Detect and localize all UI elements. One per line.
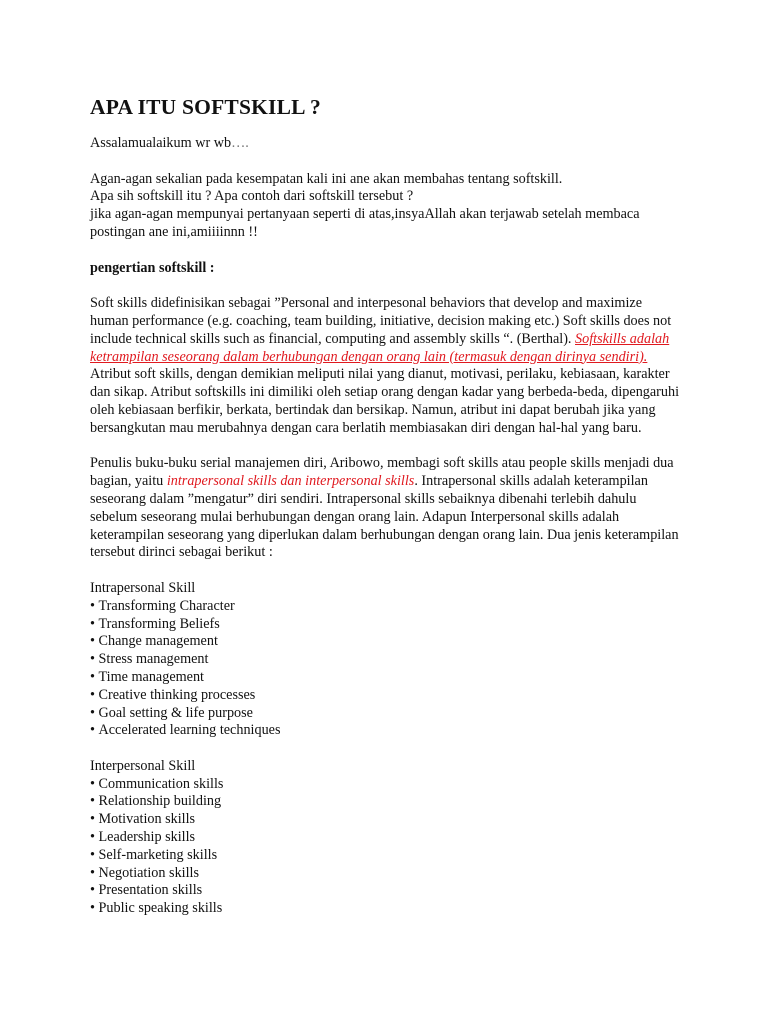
intrapersonal-list: [90, 598, 680, 740]
list-item: • Goal setting & life purpose: [90, 705, 680, 723]
greeting-ellipsis: ….: [231, 135, 249, 151]
aribowo-paragraph: [90, 455, 680, 562]
aribowo-text-2: . Intrapersonal skills adalah keterampilan seseorang dalam ”mengatur” diri sendiri. Intrapersonal skills sebaiknya dibenahi terlebih dahulu sebelum seseorang mulai berhubungan dengan orang lain. Adapun Interpersonal skills adalah keterampilan seseorang yang diperlukan dalam berhubungan dengan orang lain. Dua jenis keterampilan tersebut dirinci sebagai berikut :: [90, 473, 679, 561]
interpersonal-list: [90, 776, 680, 918]
list-item: • Communication skills: [90, 776, 680, 794]
definition-text-2: Atribut soft skills, dengan demikian meliputi nilai yang dianut, motivasi, perilaku, kebiasaan, karakter dan sikap. Atribut softskills ini dimiliki oleh setiap orang dengan kadar yang berbeda-beda, dipengaruhi oleh kebiasaan berfikir, berkata, bertindak dan bersikap. Namun, atribut ini dapat berubah jika yang bersangkutan mau merubahnya dengan cara berlatih membiasakan diri dengan hal-hal yang baru.: [90, 366, 680, 436]
intro-line-2: Apa sih softskill itu ? Apa contoh dari softskill tersebut ?: [90, 188, 414, 205]
aribowo-text-1: Penulis buku-buku serial manajemen diri, Aribowo, membagi soft skills atau people skills menjadi dua bagian, yaitu: [90, 455, 674, 490]
intro-line-1: Agan-agan sekalian pada kesempatan kali ini ane akan membahas tentang softskill.: [90, 170, 563, 187]
list-item: • Negotiation skills: [90, 865, 680, 883]
intrapersonal-heading: Intrapersonal Skill: [90, 579, 196, 596]
document-page: [90, 94, 680, 918]
list-item: • Transforming Character: [90, 598, 680, 616]
greeting: [90, 135, 680, 153]
list-item: • Time management: [90, 669, 680, 687]
definition-paragraph: [90, 295, 680, 437]
list-item: • Creative thinking processes: [90, 687, 680, 705]
list-item: • Leadership skills: [90, 829, 680, 847]
list-item: • Public speaking skills: [90, 900, 680, 918]
definition-text-1: Soft skills didefinisikan sebagai ”Personal and interpesonal behaviors that develop and maximize human performance (e.g. coaching, team building, initiative, decision making etc.) Soft skills does not include technical skills such as financial, computing and assembly skills “. (Berthal).: [90, 295, 672, 347]
list-item: • Transforming Beliefs: [90, 616, 680, 634]
interpersonal-heading: Interpersonal Skill: [90, 757, 196, 774]
definition-highlight: Softskills adalah ketrampilan seseorang dalam berhubungan dengan orang lain (termasuk dengan dirinya sendiri).: [90, 330, 670, 365]
greeting-text: Assalamualaikum wr wb: [90, 135, 232, 151]
list-item: • Presentation skills: [90, 882, 680, 900]
definition-heading: pengertian softskill :: [90, 259, 215, 276]
page-title: APA ITU SOFTSKILL ?: [90, 95, 322, 119]
list-item: • Self-marketing skills: [90, 847, 680, 865]
list-item: • Relationship building: [90, 793, 680, 811]
list-item: • Motivation skills: [90, 811, 680, 829]
aribowo-highlight: intrapersonal skills dan interpersonal skills: [166, 473, 415, 490]
list-item: • Change management: [90, 633, 680, 651]
list-item: • Accelerated learning techniques: [90, 722, 680, 740]
list-item: • Stress management: [90, 651, 680, 669]
intro-line-3: jika agan-agan mempunyai pertanyaan seperti di atas,insyaAllah akan terjawab setelah membaca postingan ane ini,amiiiinnn !!: [90, 206, 640, 240]
